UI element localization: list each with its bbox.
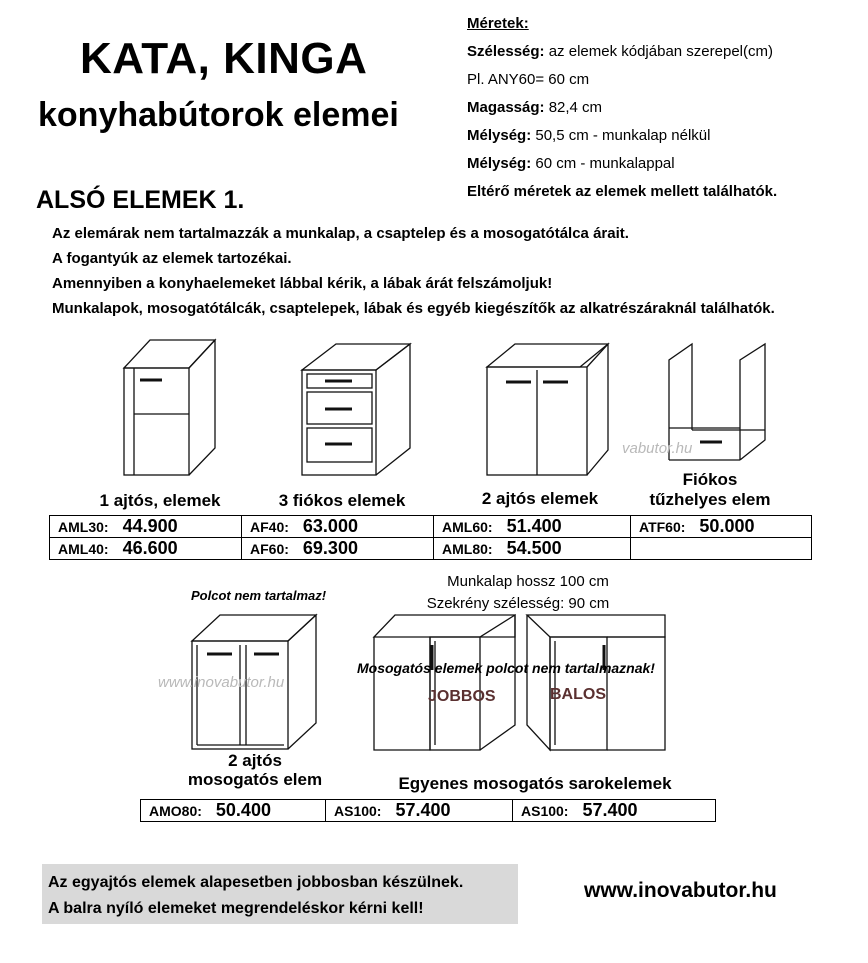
caption-oven-line1: Fiókos <box>682 470 738 489</box>
depth2-label: Mélység: <box>467 155 532 172</box>
website-link[interactable]: www.inovabutor.hu <box>584 879 777 902</box>
caption-oven-line2: tűzhelyes elem <box>649 490 771 509</box>
caption-sink-line2: mosogatós elem <box>187 770 323 789</box>
height-label: Magasság: <box>467 99 545 116</box>
price-table-top <box>49 515 812 560</box>
price-cell <box>434 516 631 538</box>
right-label: JOBBOS <box>428 688 496 705</box>
product-price: 50.400 <box>215 800 271 820</box>
caption-corner: Egyenes mosogatós sarokelemek <box>398 774 672 793</box>
section-title: ALSÓ ELEMEK 1. <box>36 186 245 214</box>
top-cabinet-drawings <box>0 330 868 480</box>
product-code: AML80: <box>442 541 493 557</box>
depth1-value: 50,5 cm - munkalap nélkül <box>531 127 711 144</box>
product-price: 63.000 <box>302 516 358 536</box>
table-row <box>50 516 812 538</box>
product-price: 57.400 <box>582 800 638 820</box>
product-price: 54.500 <box>506 538 562 558</box>
price-cell <box>50 538 242 560</box>
caption-two-door: 2 ajtós elemek <box>481 489 599 508</box>
price-cell <box>513 800 716 822</box>
footer-notice <box>42 864 518 924</box>
bottom-cabinet-drawings <box>0 605 868 755</box>
product-code: AML40: <box>58 541 109 557</box>
product-price: 44.900 <box>122 516 178 536</box>
price-cell <box>141 800 326 822</box>
note-item: Amennyiben a konyhaelemeket lábbal kérik, a lábak árát felszámoljuk! <box>52 275 553 292</box>
single-door-cabinet-image <box>124 340 215 475</box>
product-code: AMO80: <box>149 803 202 819</box>
table-row <box>141 800 716 822</box>
watermark-top: vabutor.hu <box>622 440 693 457</box>
product-code: AS100: <box>334 803 382 819</box>
no-shelf-note: Polcot nem tartalmaz! <box>191 588 327 603</box>
product-code: AF60: <box>250 541 289 557</box>
product-code: AML30: <box>58 519 109 535</box>
dimensions-heading: Méretek: <box>467 15 529 32</box>
price-cell <box>242 516 434 538</box>
left-label: BALOS <box>550 686 606 703</box>
product-price: 46.600 <box>122 538 178 558</box>
dimensions-block <box>467 10 777 206</box>
price-cell <box>434 538 631 560</box>
caption-single-door: 1 ajtós, elemek <box>99 491 221 510</box>
right-corner-cabinet-image <box>374 615 515 750</box>
product-code: AML60: <box>442 519 493 535</box>
other-dimensions-note: Eltérő méretek az elemek mellett találhatók. <box>467 183 778 200</box>
price-cell <box>631 538 812 560</box>
watermark-bottom: www.inovabutor.hu <box>158 674 285 691</box>
width-example: Pl. ANY60= 60 cm <box>467 71 590 88</box>
product-code: AF40: <box>250 519 289 535</box>
product-price: 57.400 <box>395 800 451 820</box>
table-row <box>50 538 812 560</box>
width-line <box>467 38 777 66</box>
sink-note: Mosogatós elemek polcot nem tartalmaznak! <box>357 660 655 676</box>
depth2-value: 60 cm - munkalappal <box>531 155 675 172</box>
depth-line-1 <box>467 122 777 150</box>
note-item: Munkalapok, mosogatótálcák, csaptelepek, lábak és egyéb kiegészítők az alkatrészáraknál találhatók. <box>52 300 775 317</box>
note-item: A fogantyúk az elemek tartozékai. <box>52 250 292 267</box>
three-drawer-cabinet-image <box>302 344 410 475</box>
price-cell <box>326 800 513 822</box>
price-cell <box>242 538 434 560</box>
height-value: 82,4 cm <box>544 99 603 116</box>
left-corner-cabinet-image <box>527 615 665 750</box>
caption-three-drawer: 3 fiókos elemek <box>278 491 406 510</box>
price-cell <box>631 516 812 538</box>
product-price: 51.400 <box>506 516 562 536</box>
product-code: AS100: <box>521 803 569 819</box>
price-cell <box>50 516 242 538</box>
note-item: Az elemárak nem tartalmazzák a munkalap, a csaptelep és a mosogatótálca árait. <box>52 225 629 242</box>
product-price: 69.300 <box>302 538 358 558</box>
product-code: ATF60: <box>639 519 686 535</box>
notes-list <box>52 221 775 321</box>
width-label: Szélesség: <box>467 43 545 60</box>
price-table-bottom <box>140 799 716 822</box>
width-value: az elemek kódjában szerepel(cm) <box>544 43 773 60</box>
cabinet-width: Szekrény szélesség: 90 cm <box>426 595 610 612</box>
product-price: 50.000 <box>699 516 755 536</box>
depth-line-2 <box>467 150 777 178</box>
page-title: KATA, KINGA <box>80 34 368 83</box>
page-subtitle: konyhabútorok elemei <box>38 96 399 134</box>
two-door-cabinet-image <box>487 344 608 475</box>
worktop-length: Munkalap hossz 100 cm <box>447 573 609 590</box>
footer-line1: Az egyajtós elemek alapesetben jobbosban készülnek. <box>48 874 464 891</box>
footer-line2: A balra nyíló elemeket megrendeléskor kérni kell! <box>48 900 424 917</box>
depth1-label: Mélység: <box>467 127 532 144</box>
height-line <box>467 94 777 122</box>
caption-sink-line1: 2 ajtós <box>228 751 282 770</box>
